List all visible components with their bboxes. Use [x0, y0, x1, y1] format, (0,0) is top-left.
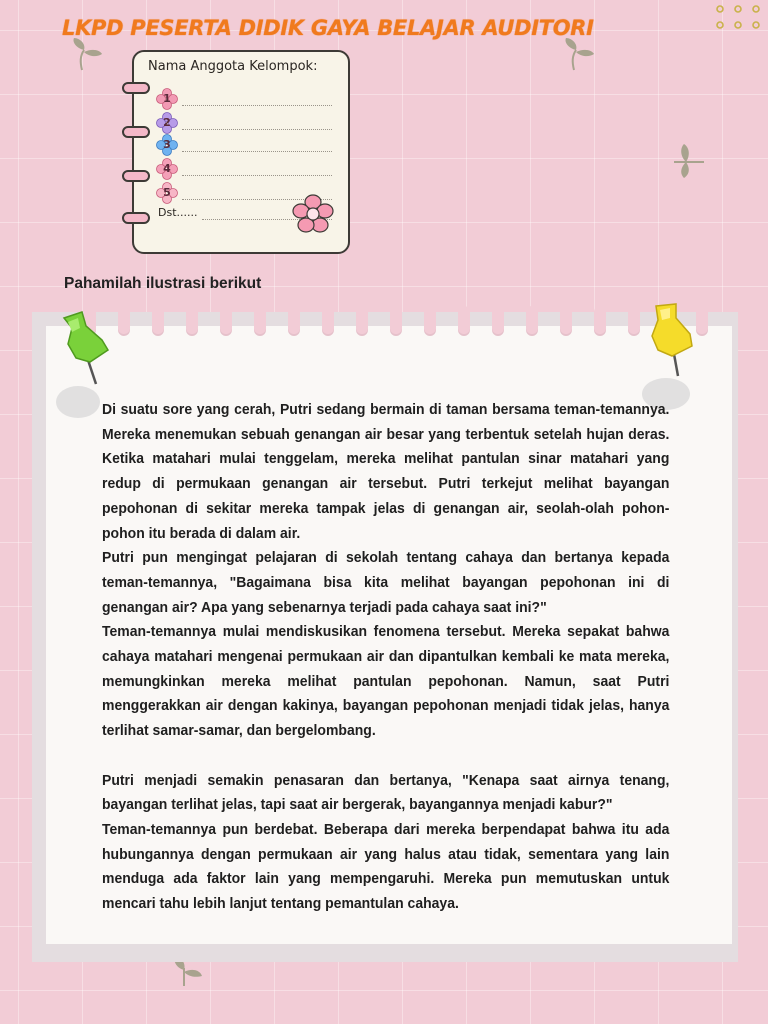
group-members-card [132, 50, 350, 254]
flower-icon [292, 194, 334, 234]
binder-ring [122, 82, 150, 94]
leaf-icon [670, 140, 708, 180]
story-paragraph: Teman-temannya mulai mendiskusikan fenomena tersebut. Mereka sepakat bahwa cahaya matahari mengenai permukaan air dan dipantulkan kembali ke mata mereka, memungkinkan mereka melihat pantulan pepohonan. Namun, saat Putri menggerakkan air dengan kakinya, bayangan pepohonan menjadi tidak jelas, hanya terlihat samar-samar, dan bergelombang. [102, 624, 670, 740]
number-flower-icon: 3 [156, 134, 178, 156]
more-members-label: Dst...... [158, 206, 198, 219]
dots-decoration [712, 2, 766, 32]
instruction-text: Pahamilah ilustrasi berikut [64, 275, 262, 292]
yellow-pushpin-icon [636, 300, 706, 412]
card-title: Nama Anggota Kelompok: [148, 59, 318, 74]
page-title: LKPD PESERTA DIDIK GAYA BELAJAR AUDITORI [62, 16, 594, 40]
number-flower-icon: 4 [156, 158, 178, 180]
member-line-2 [154, 112, 332, 134]
story-paragraph: Putri menjadi semakin penasaran dan bertanya, "Kenapa saat airnya tenang, bayangan terlihat jelas, tapi saat air bergerak, bayangannya menjadi kabur?" [102, 772, 670, 814]
story-paragraph: Teman-temannya pun berdebat. Beberapa dari mereka berpendapat bahwa itu ada hubungannya dengan permukaan air yang halus atau tidak, sementara yang lain menduga ada faktor lain yang mempengaruhi. Mereka pun memutuskan untuk mencari tahu lebih lanjut tentang pemantulan cahaya. [102, 821, 670, 913]
leaf-icon [70, 36, 104, 72]
member-line-4 [154, 158, 332, 180]
binder-ring [122, 212, 150, 224]
story-paragraph: Putri pun mengingat pelajaran di sekolah tentang cahaya dan bertanya kepada teman-temannya, "Bagaimana bisa kita melihat bayangan pepohonan ini di genangan air? Apa yang sebenarnya terjadi pada cahaya saat ini?" [102, 550, 670, 616]
number-flower-icon: 1 [156, 88, 178, 110]
notebook-holes [40, 306, 730, 342]
member-line-3 [154, 134, 332, 156]
member-line-1 [154, 88, 332, 110]
binder-ring [122, 126, 150, 138]
story-text [102, 398, 669, 917]
leaf-icon [562, 36, 596, 72]
story-paragraph: Di suatu sore yang cerah, Putri sedang bermain di taman bersama teman-temannya. Mereka menemukan sebuah genangan air besar yang terbentuk setelah hujan deras. Ketika matahari mulai tenggelam, mereka melihat pantulan sinar matahari yang redup di permukaan genangan air tersebut. Putri terkejut melihat bayangan pepohonan di sekitar mereka tampak jelas di genangan air, seolah-olah pohon-pohon itu berada di dalam air. [102, 402, 670, 542]
number-flower-icon: 5 [156, 182, 178, 204]
number-flower-icon: 2 [156, 112, 178, 134]
binder-ring [122, 170, 150, 182]
